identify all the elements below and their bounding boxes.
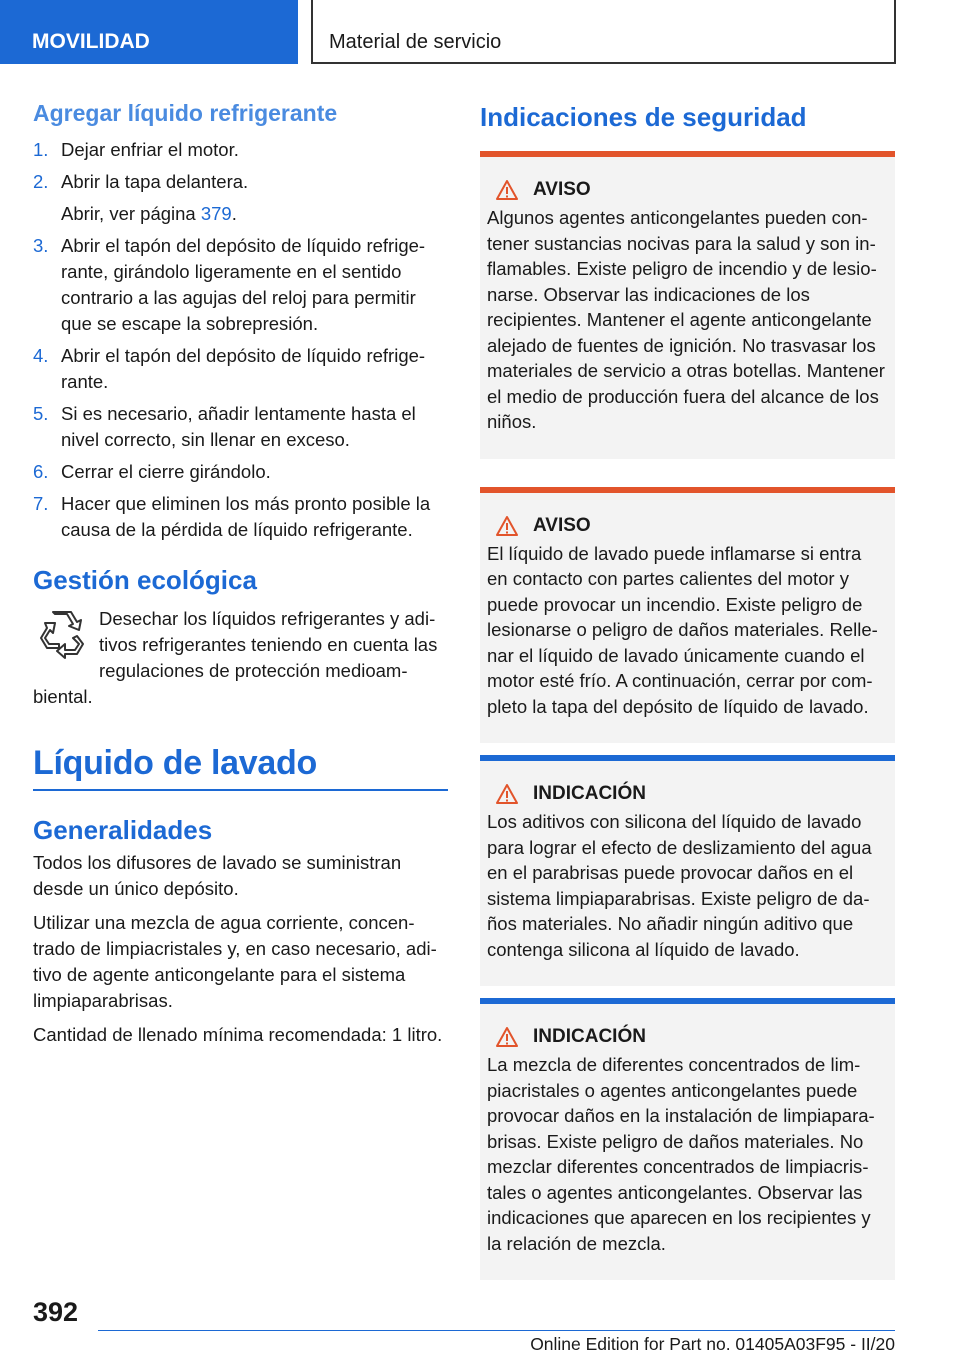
step-number: 7.: [33, 493, 49, 514]
paragraph: Cantidad de llenado mínima recomendada: 1 litro.: [33, 1024, 443, 1045]
coolant-heading: Agregar líquido refrigerante: [33, 100, 338, 126]
step-sub-label: Abrir, ver página: [61, 203, 201, 224]
info-box: [480, 998, 895, 1280]
footer-rule: [98, 1330, 895, 1331]
notice-label: AVISO: [533, 179, 591, 200]
chapter-title: Material de servicio: [311, 0, 896, 64]
step-item: [33, 401, 448, 453]
notice-title: [487, 179, 885, 201]
notice-title: [487, 783, 885, 805]
page-number: 392: [33, 1297, 79, 1327]
step-text: Si es necesario, añadir lentamente hasta el nivel correcto, sin llenar en exceso.: [61, 403, 416, 450]
step-item: [33, 233, 448, 337]
safety-heading: Indicaciones de seguridad: [480, 102, 807, 132]
step-number: 1.: [33, 139, 49, 160]
step-number: 2.: [33, 171, 49, 192]
paragraph: Utilizar una mezcla de agua corriente, concentrado de limpiacristales y, en caso necesario, aditivo de agente anticongelante para el sistema limpiaparabrisas.: [33, 912, 437, 1011]
notice-text: El líquido de lavado puede inflamarse si entra en contacto con partes calientes del motor y puede provocar un incendio. Existe peligro de lesionarse o peligro de daños materiales. Rellenar el líquido de lavado únicamente cuando el motor esté frío. A continuación, cerrar por completo la tapa del depósito de líquido de lavado.: [487, 542, 878, 717]
notice-label: INDICACIÓN: [533, 1026, 646, 1047]
info-box: [480, 755, 895, 986]
step-text: Abrir el tapón del depósito de líquido refrigerante, girándolo ligeramente en el sentido contrario a las agujas del reloj para permitir que se escape la sobrepresión.: [61, 235, 426, 334]
step-item: [33, 459, 448, 485]
edition-text: Online Edition for Part no. 01405A03F95 - II/20: [530, 1334, 895, 1354]
step-item: [33, 169, 448, 227]
notice-text: La mezcla de diferentes concentrados de limpiacristales o agentes anticongelantes puede provocar daños en la instalación de limpiaparabrisas. Existe peligro de daños materiales. No mezclar diferentes concentrados de limpiacristales o agentes anticongelantes. Observar las indicaciones que aparecen en los recipientes y la relación de mezcla.: [487, 1054, 875, 1254]
section-tab: MOVILIDAD: [0, 0, 298, 64]
step-text: Abrir el tapón del depósito de líquido refrigerante.: [61, 345, 426, 392]
step-number: 5.: [33, 403, 49, 424]
coolant-steps: [33, 137, 448, 543]
step-number: 3.: [33, 235, 49, 256]
step-item: [33, 137, 448, 163]
notice-text: Algunos agentes anticongelantes pueden contener sustancias nocivas para la salud y son inflamables. Existe peligro de incendio y de lesionarse. Observar las indicaciones de los recipientes. Mantener el agente anticongelante alejado de fuentes de ignición. No trasvasar los materiales de servicio a otras botellas. Mantener el medio de producción fuera del alcance de los niños.: [487, 207, 885, 432]
notice-title: [487, 515, 885, 537]
eco-block: [33, 606, 448, 710]
left-column: [33, 100, 448, 1048]
general-heading: Generalidades: [33, 815, 213, 845]
step-text: Abrir la tapa delantera.: [61, 171, 249, 192]
step-number: 6.: [33, 461, 49, 482]
step-text: Dejar enfriar el motor.: [61, 139, 239, 160]
warning-box: [480, 487, 895, 744]
notice-label: AVISO: [533, 514, 591, 536]
notice-title: [487, 1026, 885, 1048]
step-item: [33, 491, 448, 543]
eco-text: Desechar los líquidos refrigerantes y aditivos refrigerantes teniendo en cuenta las regulaciones de protección medioambiental.: [33, 608, 438, 707]
notice-text: Los aditivos con silicona del líquido de lavado para lograr el efecto de deslizamiento del agua en el parabrisas puede provocar daños en el sistema limpiaparabrisas. Existe peligro de daños materiales. No añadir ningún aditivo que contenga silicona al líquido de lavado.: [487, 811, 872, 960]
heading-rule: [33, 789, 448, 791]
eco-heading: Gestión ecológica: [33, 565, 257, 595]
notice-label: INDICACIÓN: [533, 783, 646, 804]
warning-triangle-icon: [495, 1026, 519, 1048]
step-subtext: [61, 201, 448, 227]
page-link[interactable]: 379: [200, 203, 232, 224]
paragraph: Todos los difusores de lavado se suministran desde un único depósito.: [33, 852, 402, 899]
recycle-icon: [33, 606, 89, 662]
warning-triangle-icon: [495, 783, 519, 805]
step-sub-end: .: [231, 203, 237, 224]
warning-triangle-icon: [495, 179, 519, 201]
washer-heading: Líquido de lavado: [33, 744, 317, 782]
warning-triangle-icon: [495, 515, 519, 537]
step-number: 4.: [33, 345, 49, 366]
step-text: Hacer que eliminen los más pronto posible la causa de la pérdida de líquido refrigerante.: [61, 493, 431, 540]
step-text: Cerrar el cierre girándolo.: [61, 461, 271, 482]
warning-box: [480, 151, 895, 459]
step-item: [33, 343, 448, 395]
right-column: [480, 100, 895, 1280]
